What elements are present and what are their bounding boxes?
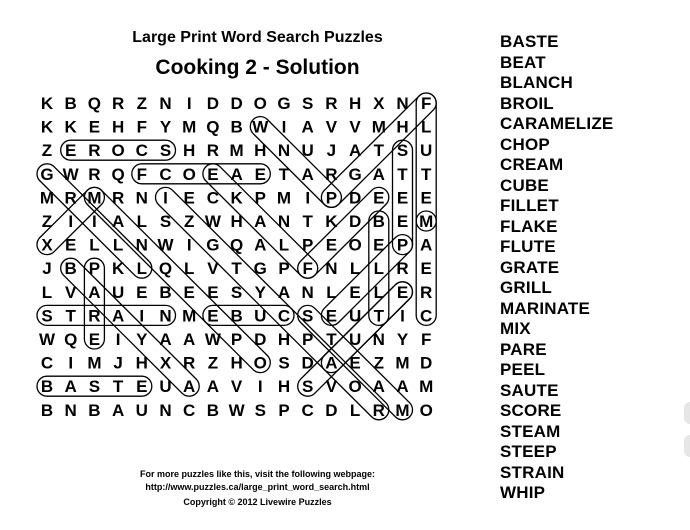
grid-cell[interactable]: S <box>159 212 172 231</box>
grid-cell[interactable]: E <box>88 330 101 349</box>
grid-cell[interactable]: E <box>65 235 77 255</box>
grid-cell[interactable]: P <box>396 235 409 255</box>
grid-cell[interactable]: C <box>159 164 172 184</box>
grid-cell[interactable]: S <box>302 306 314 326</box>
grid-cell[interactable]: T <box>421 164 432 184</box>
grid-cell[interactable]: B <box>64 94 77 113</box>
grid-cell[interactable]: L <box>349 259 361 279</box>
grid-cell[interactable]: A <box>64 377 77 397</box>
grid-cell[interactable]: T <box>373 306 384 326</box>
grid-cell[interactable]: G <box>253 259 267 279</box>
word-list-item: STRAIN <box>500 462 565 482</box>
grid-cell[interactable]: I <box>305 188 311 208</box>
grid-cell[interactable]: Z <box>41 212 53 231</box>
grid-cell[interactable]: E <box>349 353 361 373</box>
grid-cell[interactable]: A <box>348 141 362 161</box>
grid-cell[interactable]: N <box>159 306 172 326</box>
grid-cell[interactable]: U <box>159 377 172 397</box>
grid-cell[interactable]: E <box>183 188 195 208</box>
word-list <box>500 32 613 504</box>
grid-cell[interactable]: Y <box>396 330 409 349</box>
grid-cell[interactable]: I <box>115 330 121 349</box>
grid-cell[interactable]: B <box>230 117 243 137</box>
grid-cell[interactable]: K <box>40 117 54 137</box>
grid-cell[interactable]: F <box>421 94 432 113</box>
grid-cell[interactable]: J <box>113 353 123 373</box>
word-list-item: STEAM <box>500 421 561 441</box>
grid-cell[interactable]: L <box>136 259 147 279</box>
grid-cell[interactable]: M <box>395 353 410 373</box>
solution-loop-blanch <box>57 254 204 400</box>
grid-cell[interactable]: L <box>349 400 361 420</box>
grid-cell[interactable]: Q <box>229 235 244 255</box>
grid-cell[interactable]: G <box>348 164 362 184</box>
grid-cell[interactable]: N <box>372 330 385 349</box>
grid-cell[interactable]: Q <box>64 330 78 349</box>
grid-cell[interactable]: P <box>302 330 314 349</box>
grid-cell[interactable]: O <box>253 94 267 113</box>
grid-cell[interactable]: S <box>41 306 53 326</box>
grid-cell[interactable]: B <box>64 259 77 279</box>
grid-cell[interactable]: Q <box>111 164 125 184</box>
grid-cell[interactable]: H <box>230 212 243 231</box>
grid-cell[interactable]: C <box>301 400 314 420</box>
grid-cell[interactable]: N <box>277 141 291 161</box>
grid-cell[interactable]: O <box>348 235 362 255</box>
grid-cell[interactable]: T <box>65 306 76 326</box>
footer-url[interactable]: http://www.puzzles.ca/large_print_word_search.html <box>145 482 370 492</box>
grid-cell[interactable]: E <box>136 377 148 397</box>
grid-cell[interactable]: R <box>88 164 101 184</box>
grid-cell[interactable]: D <box>230 94 243 113</box>
grid-cell[interactable]: C <box>206 188 220 208</box>
grid-cell[interactable]: D <box>325 400 338 420</box>
grid-cell[interactable]: A <box>420 235 433 255</box>
grid-cell[interactable]: G <box>40 164 54 184</box>
word-list-item: FLUTE <box>500 237 556 256</box>
grid-cell[interactable]: O <box>419 400 433 420</box>
grid-cell[interactable]: Z <box>184 212 195 231</box>
grid-cell[interactable]: V <box>349 117 361 137</box>
grid-cell[interactable]: N <box>159 400 172 420</box>
grid-cell[interactable]: E <box>254 164 266 184</box>
word-list-item: STEEP <box>500 442 557 461</box>
footer-copyright: Copyright © 2012 Livewire Puzzles <box>183 497 332 507</box>
grid-cell[interactable]: A <box>277 282 291 302</box>
solution-loop-grate <box>132 164 270 184</box>
grid-cell[interactable]: O <box>182 164 196 184</box>
word-list-item: CUBE <box>500 175 549 195</box>
grid-cell[interactable]: Z <box>136 94 147 113</box>
grid-cell[interactable]: M <box>182 306 197 326</box>
grid-cell[interactable]: A <box>230 164 243 184</box>
grid-cell[interactable]: B <box>372 212 385 231</box>
grid-cell[interactable]: P <box>230 330 243 349</box>
grid-cell[interactable]: R <box>325 164 338 184</box>
grid-cell[interactable]: T <box>112 377 124 397</box>
grid-cell[interactable]: T <box>326 330 337 349</box>
grid-cell[interactable]: E <box>136 282 148 302</box>
grid-cell[interactable]: I <box>139 306 145 326</box>
grid-cell[interactable]: L <box>278 235 290 255</box>
grid-cell[interactable]: W <box>38 330 56 349</box>
grid-cell[interactable]: H <box>254 141 267 161</box>
puzzle-book-title: Large Print Word Search Puzzles <box>132 29 383 46</box>
grid-cell[interactable]: O <box>253 353 267 373</box>
grid-cell[interactable]: K <box>40 94 54 113</box>
grid-cell[interactable]: V <box>230 377 243 397</box>
puzzle-title: Cooking 2 - Solution <box>155 56 360 79</box>
grid-cell[interactable]: V <box>65 282 77 302</box>
grid-cell[interactable]: E <box>65 141 77 161</box>
grid-cell[interactable]: M <box>419 377 434 397</box>
grid-cell[interactable]: E <box>396 212 409 231</box>
grid-cell[interactable]: D <box>348 188 362 208</box>
grid-cell[interactable]: K <box>111 259 125 279</box>
grid-cell[interactable]: N <box>301 282 314 302</box>
word-list-item: BEAT <box>500 52 546 72</box>
grid-cell[interactable]: A <box>183 377 196 397</box>
grid-cell[interactable]: A <box>206 377 220 397</box>
grid-cell[interactable]: U <box>348 330 362 349</box>
grid-cell[interactable]: S <box>302 377 314 397</box>
grid-cell[interactable]: R <box>206 141 220 161</box>
grid-cell[interactable]: P <box>88 259 101 279</box>
grid-cell[interactable]: R <box>396 259 409 279</box>
grid-cell[interactable]: N <box>64 400 77 420</box>
grid-cell[interactable]: R <box>88 306 101 326</box>
grid-cell[interactable]: U <box>348 306 362 326</box>
grid-cell[interactable]: A <box>301 117 314 137</box>
footer-note: For more puzzles like this, visit the following webpage: <box>139 469 376 479</box>
grid-cell[interactable]: J <box>42 259 52 279</box>
grid-cell[interactable]: E <box>207 306 219 326</box>
grid-cell[interactable]: X <box>159 353 172 373</box>
grid-cell[interactable]: O <box>348 377 362 397</box>
grid-cell[interactable]: L <box>421 117 432 137</box>
page-edge-mark <box>684 435 690 457</box>
grid-cell[interactable]: E <box>183 282 195 302</box>
grid-cell[interactable]: S <box>302 94 314 113</box>
grid-cell[interactable]: D <box>301 353 314 373</box>
grid-cell[interactable]: N <box>325 259 338 279</box>
word-list-item: FLAKE <box>500 216 558 236</box>
grid-cell[interactable]: M <box>395 400 410 420</box>
grid-cell[interactable]: E <box>349 282 361 302</box>
grid-cell[interactable]: D <box>254 330 267 349</box>
grid-cell[interactable]: N <box>396 94 409 113</box>
solution-loop-fillet <box>416 93 436 231</box>
grid-cell[interactable]: N <box>277 212 291 231</box>
grid-cell[interactable]: U <box>111 282 125 302</box>
grid-cell[interactable]: W <box>252 117 269 137</box>
grid-cell[interactable]: D <box>206 94 220 113</box>
grid-cell[interactable]: F <box>302 259 313 279</box>
grid-cell[interactable]: Y <box>159 117 172 137</box>
word-list-item: CREAM <box>500 155 564 174</box>
grid-cell[interactable]: E <box>325 306 338 326</box>
word-list-item: CHOP <box>500 134 550 154</box>
page-edge-mark <box>684 402 690 424</box>
grid-cell[interactable]: H <box>277 377 291 397</box>
grid-cell[interactable]: V <box>325 377 338 397</box>
grid-cell[interactable]: W <box>62 164 79 184</box>
grid-cell[interactable]: S <box>254 400 266 420</box>
grid-cell[interactable]: H <box>348 94 362 113</box>
grid-cell[interactable]: E <box>373 188 385 208</box>
grid-cell[interactable]: C <box>135 141 148 161</box>
grid-cell[interactable]: U <box>301 141 314 161</box>
grid-cell[interactable]: P <box>254 188 266 208</box>
grid-cell[interactable]: B <box>230 306 243 326</box>
grid-cell[interactable]: E <box>396 282 409 302</box>
grid-cell[interactable]: V <box>325 117 338 137</box>
solution-loop-strain <box>37 305 176 325</box>
grid-cell[interactable]: H <box>277 330 291 349</box>
grid-cell[interactable]: A <box>111 306 125 326</box>
grid-cell[interactable]: N <box>135 235 148 255</box>
word-list-item: PARE <box>500 339 547 359</box>
word-list-item: GRATE <box>500 257 560 277</box>
grid-cell[interactable]: A <box>254 212 267 231</box>
grid-cell[interactable]: X <box>373 94 385 113</box>
word-list-item: GRILL <box>500 278 552 297</box>
grid-cell[interactable]: J <box>326 141 337 161</box>
grid-cell[interactable]: E <box>207 282 219 302</box>
grid-cell[interactable]: U <box>420 141 433 161</box>
grid-cell[interactable]: Y <box>254 282 266 302</box>
grid-cell[interactable]: I <box>68 212 74 231</box>
grid-cell[interactable]: W <box>157 235 174 255</box>
grid-cell[interactable]: C <box>183 400 196 420</box>
grid-cell[interactable]: V <box>207 259 219 279</box>
grid-cell[interactable]: M <box>419 212 434 231</box>
grid-cell[interactable]: S <box>230 282 243 302</box>
grid-cell[interactable]: F <box>136 117 147 137</box>
grid-cell[interactable]: A <box>111 400 125 420</box>
grid-cell[interactable]: I <box>186 235 192 255</box>
grid-cell[interactable]: Z <box>207 353 219 373</box>
grid-cell[interactable]: D <box>348 212 362 231</box>
grid-cell[interactable]: U <box>254 306 267 326</box>
word-list-item: SAUTE <box>500 380 559 400</box>
grid-cell[interactable]: R <box>64 188 77 208</box>
grid-cell[interactable]: M <box>87 188 102 208</box>
word-list-item: SCORE <box>500 401 562 420</box>
grid-cell[interactable]: S <box>396 141 409 161</box>
grid-cell[interactable]: I <box>186 94 192 113</box>
grid-cell[interactable]: N <box>135 188 148 208</box>
grid-cell[interactable]: S <box>278 353 290 373</box>
grid-cell[interactable]: W <box>228 400 245 420</box>
grid-cell[interactable]: U <box>135 400 148 420</box>
grid-cell[interactable]: F <box>136 164 147 184</box>
grid-cell[interactable]: I <box>257 377 263 397</box>
grid-cell[interactable]: T <box>373 141 384 161</box>
solution-loops <box>33 89 440 424</box>
grid-cell[interactable]: M <box>371 117 386 137</box>
solution-loop-marinate <box>80 183 274 376</box>
grid-cell[interactable]: S <box>88 377 101 397</box>
grid-cell[interactable]: R <box>88 141 101 161</box>
grid-cell[interactable]: A <box>111 212 125 231</box>
grid-cell[interactable]: B <box>40 377 54 397</box>
grid-cell[interactable]: T <box>278 164 290 184</box>
grid-cell[interactable]: E <box>420 259 432 279</box>
grid-cell[interactable]: E <box>373 235 385 255</box>
grid-cell[interactable]: R <box>183 353 196 373</box>
grid-cell[interactable]: K <box>64 117 77 137</box>
word-list-item: BASTE <box>500 32 559 51</box>
grid-cell[interactable]: C <box>420 306 433 326</box>
grid-cell[interactable]: H <box>183 141 196 161</box>
grid-cell[interactable]: F <box>421 330 432 349</box>
grid-cell[interactable]: O <box>111 141 125 161</box>
grid-cell[interactable]: K <box>230 188 243 208</box>
grid-cell[interactable]: I <box>92 212 97 231</box>
grid-cell[interactable]: E <box>396 188 409 208</box>
grid-cell[interactable]: L <box>184 259 195 279</box>
grid-cell[interactable]: G <box>206 235 220 255</box>
word-list-item: BLANCH <box>500 73 573 92</box>
grid-cell[interactable]: B <box>206 400 220 420</box>
grid-cell[interactable]: I <box>163 188 168 208</box>
word-list-item: BROIL <box>500 93 554 113</box>
grid-cell[interactable]: M <box>276 188 292 208</box>
grid-cell[interactable]: D <box>420 353 433 373</box>
grid-cell[interactable]: E <box>88 117 101 137</box>
grid-cell[interactable]: A <box>254 235 267 255</box>
grid-cell[interactable]: A <box>183 330 196 349</box>
word-list-item: MIX <box>500 319 531 338</box>
grid-cell[interactable]: T <box>302 212 313 231</box>
grid-cell[interactable]: R <box>420 282 433 302</box>
grid-cell[interactable]: L <box>112 235 124 255</box>
grid-cell[interactable]: B <box>40 400 54 420</box>
grid-cell[interactable]: T <box>231 259 242 279</box>
grid-cell[interactable]: H <box>135 353 148 373</box>
grid-cell[interactable]: E <box>207 164 219 184</box>
grid-cell[interactable]: H <box>230 353 243 373</box>
grid-cell[interactable]: A <box>159 330 172 349</box>
word-list-item: FILLET <box>500 196 559 215</box>
grid-cell[interactable]: R <box>111 188 125 208</box>
word-list-item: WHIP <box>500 483 546 502</box>
grid-cell[interactable]: R <box>111 94 125 113</box>
grid-cell[interactable]: X <box>41 235 53 255</box>
grid-cell[interactable]: L <box>373 259 384 279</box>
grid-cell[interactable]: A <box>372 377 385 397</box>
grid-cell[interactable]: M <box>87 353 102 373</box>
grid-cell[interactable]: S <box>159 141 172 161</box>
grid-cell[interactable]: Z <box>41 141 53 161</box>
grid-cell[interactable]: Z <box>373 353 384 373</box>
grid-letters <box>39 94 433 420</box>
grid-cell[interactable]: H <box>396 117 409 137</box>
grid-cell[interactable]: L <box>89 235 100 255</box>
grid-cell[interactable]: A <box>301 164 314 184</box>
grid-cell[interactable]: I <box>281 117 287 137</box>
grid-cell[interactable]: A <box>396 377 409 397</box>
grid-cell[interactable]: K <box>325 212 338 231</box>
grid-cell[interactable]: P <box>325 188 338 208</box>
grid-cell[interactable]: E <box>420 188 432 208</box>
grid-cell[interactable]: P <box>278 259 290 279</box>
grid-cell[interactable]: Y <box>136 330 148 349</box>
grid-cell[interactable]: A <box>325 353 338 373</box>
grid-cell[interactable]: Q <box>87 94 102 113</box>
grid-cell[interactable]: H <box>111 117 125 137</box>
grid-cell[interactable]: L <box>326 282 337 302</box>
grid-cell[interactable]: M <box>182 117 197 137</box>
grid-cell[interactable]: R <box>325 94 338 113</box>
grid-cell[interactable]: L <box>373 282 384 302</box>
grid-cell[interactable]: Q <box>158 259 173 279</box>
grid-cell[interactable]: A <box>88 282 101 302</box>
word-list-item: MARINATE <box>500 298 591 318</box>
grid-cell[interactable]: M <box>39 188 55 208</box>
word-list-item: CARAMELIZE <box>500 114 614 133</box>
grid-cell[interactable]: L <box>136 212 147 231</box>
grid-cell[interactable]: M <box>229 141 244 161</box>
grid-cell[interactable]: B <box>159 282 172 302</box>
grid-cell[interactable]: E <box>325 235 338 255</box>
grid-cell[interactable]: C <box>40 353 54 373</box>
grid-cell[interactable]: B <box>88 400 101 420</box>
grid-cell[interactable]: A <box>372 164 385 184</box>
grid-cell[interactable]: T <box>397 164 408 184</box>
grid-cell[interactable]: G <box>277 94 291 113</box>
grid-cell[interactable]: W <box>204 330 221 349</box>
grid-cell[interactable]: I <box>68 353 74 373</box>
grid-cell[interactable]: P <box>278 400 290 420</box>
grid-cell[interactable]: N <box>159 94 172 113</box>
grid-cell[interactable]: P <box>302 235 314 255</box>
grid-cell[interactable]: R <box>372 400 385 420</box>
grid-cell[interactable]: W <box>204 212 221 231</box>
grid-cell[interactable]: I <box>400 306 405 326</box>
grid-cell[interactable]: C <box>277 306 291 326</box>
grid-cell[interactable]: Q <box>206 117 220 137</box>
word-list-item: PEEL <box>500 360 546 379</box>
grid-cell[interactable]: L <box>41 282 53 302</box>
